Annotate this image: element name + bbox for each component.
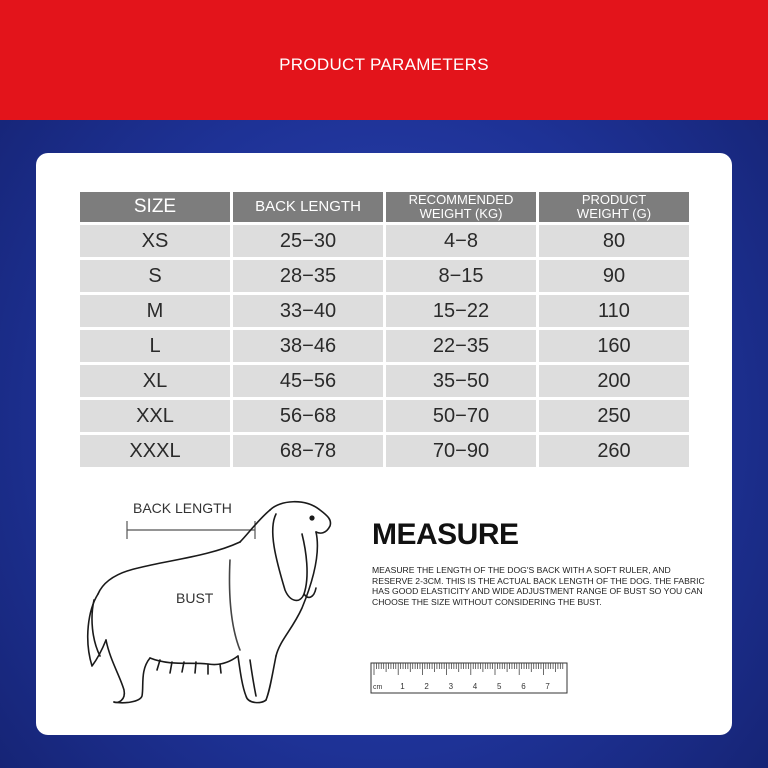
table-row (80, 365, 689, 397)
ruler-number: 5 (497, 682, 502, 691)
cell-back-length: 33−40 (233, 295, 383, 327)
cell-product-weight: 80 (539, 225, 689, 257)
cell-size: XS (80, 225, 230, 257)
cell-size: XXXL (80, 435, 230, 467)
header-back-length: BACK LENGTH (233, 192, 383, 222)
ruler-number: 6 (521, 682, 526, 691)
ruler-number: 1 (400, 682, 405, 691)
cell-size: XL (80, 365, 230, 397)
back-length-label: BACK LENGTH (133, 500, 232, 516)
cell-size: L (80, 330, 230, 362)
cell-size: M (80, 295, 230, 327)
measure-title: MEASURE (372, 518, 519, 551)
cell-product-weight: 90 (539, 260, 689, 292)
table-row (80, 330, 689, 362)
cell-product-weight: 260 (539, 435, 689, 467)
ruler-icon (370, 662, 570, 694)
header-size: SIZE (80, 192, 230, 222)
bust-label: BUST (176, 590, 214, 606)
table-row (80, 225, 689, 257)
cell-back-length: 38−46 (233, 330, 383, 362)
back-length-marker (127, 521, 255, 539)
ruler-number: 7 (545, 682, 550, 691)
cell-recommended-weight: 70−90 (386, 435, 536, 467)
cell-recommended-weight: 15−22 (386, 295, 536, 327)
cell-back-length: 68−78 (233, 435, 383, 467)
cell-back-length: 28−35 (233, 260, 383, 292)
table-header-row (80, 192, 689, 222)
table-row (80, 260, 689, 292)
table-row (80, 400, 689, 432)
cell-size: S (80, 260, 230, 292)
cell-recommended-weight: 22−35 (386, 330, 536, 362)
dog-measure-diagram (80, 490, 360, 715)
ruler-number: 4 (472, 682, 478, 691)
cell-product-weight: 110 (539, 295, 689, 327)
table-row (80, 435, 689, 467)
cell-size: XXL (80, 400, 230, 432)
ruler-unit-label: cm (373, 684, 383, 691)
banner-title: PRODUCT PARAMETERS (279, 55, 489, 74)
cell-product-weight: 200 (539, 365, 689, 397)
ruler-number: 3 (448, 682, 454, 691)
cell-back-length: 25−30 (233, 225, 383, 257)
size-table (77, 189, 692, 470)
cell-back-length: 45−56 (233, 365, 383, 397)
header-recommended-weight: RECOMMENDED WEIGHT (KG) (386, 192, 536, 222)
measure-instructions: MEASURE THE LENGTH OF THE DOG'S BACK WITH A SOFT RULER, AND RESERVE 2-3CM. THIS IS THE ACTUAL BACK LENGTH OF THE DOG. THE FABRIC HAS GOOD ELASTICITY AND WIDE ADJUSTMENT RANGE OF BUST SO YOU CAN CHOOSE THE SIZE WITHOUT CONSIDERING THE BUST. (372, 565, 705, 607)
header-product-weight: PRODUCT WEIGHT (G) (539, 192, 689, 222)
table-row (80, 295, 689, 327)
cell-recommended-weight: 8−15 (386, 260, 536, 292)
cell-back-length: 56−68 (233, 400, 383, 432)
ruler-number: 2 (424, 682, 429, 691)
cell-recommended-weight: 50−70 (386, 400, 536, 432)
cell-recommended-weight: 4−8 (386, 225, 536, 257)
cell-product-weight: 250 (539, 400, 689, 432)
cell-product-weight: 160 (539, 330, 689, 362)
cell-recommended-weight: 35−50 (386, 365, 536, 397)
